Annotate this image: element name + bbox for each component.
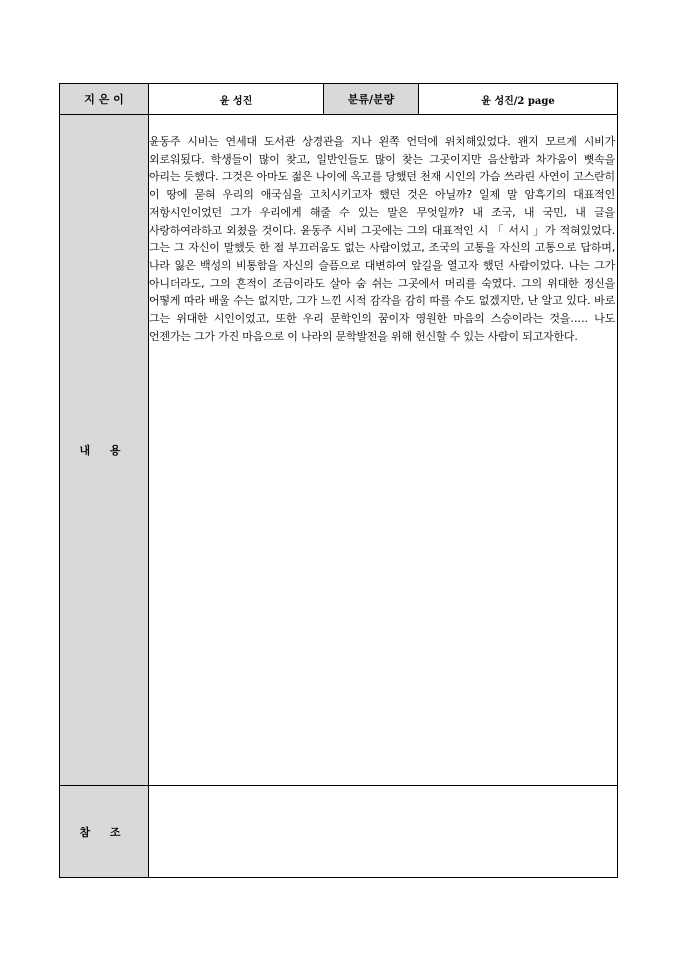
category-value-cell — [419, 84, 618, 115]
author-label-cell — [60, 84, 149, 115]
author-label: 지 은 이 — [84, 93, 124, 106]
author-value-cell — [149, 84, 324, 115]
content-label-cell — [60, 115, 149, 786]
report-form — [59, 83, 618, 878]
reference-body-cell — [149, 786, 618, 878]
content-body-cell — [149, 115, 618, 786]
category-label: 분류/분량 — [347, 93, 395, 106]
category-label-cell — [324, 84, 419, 115]
content-row — [60, 115, 618, 786]
author-value: 윤 성진 — [219, 95, 253, 107]
content-text: 윤동주 시비는 연세대 도서관 상경관을 지나 왼쪽 언덕에 위치해있었다. 왠지 모르게 시비가 외로워됬다. 학생들이 많이 찾고, 일반인들도 많이 찾는 그곳이지만 음산함과 차가움이 뼛속을 아리는 듯했다. 그것은 아마도 젊은 나이에 옥고를 당했던 천재 시인의 가슴 쓰라린 사연이 고스란히 이 땅에 묻혀 우리의 애국심을 고치시키고자 했던 것은 아닐까? 일제 말 암흑기의 대표적인 저항시인이었던 그가 우리에게 해줄 수 있는 말은 무엇일까? 내 조국, 내 국민, 내 글을 사랑하여라하고 외쳤을 것이다. 윤동주 시비 그곳에는 그의 대표적인 시 「 서시 」가 적혀있었다. 그는 그 자신이 말했듯 한 점 부끄러움도 없는 사람이었고, 조국의 고통을 자신의 고통으로 답하며, 나라 잃은 백성의 비통함을 자신의 슬픔으로 대변하여 앞길을 열고자 했던 사람이었다. 나는 그가 아니더라도, 그의 흔적이 조금이라도 살아 숨 쉬는 그곳에서 머리를 숙였다. 그의 위대한 정신을 어떻게 따라 배울 수는 없지만, 그가 느낀 시적 감각을 감히 따를 수도 없겠지만, 난 알고 있다. 바로 그는 위대한 시인이었고, 또한 우리 문학인의 꿈이자 영원한 마음의 스승이라는 것을‥‥. 나도 언젠가는 그가 가진 마음으로 이 나라의 문학발전을 위해 헌신할 수 있는 사람이 되고자한다. — [149, 135, 615, 343]
header-row — [60, 84, 618, 115]
reference-row — [60, 786, 618, 878]
category-value: 윤 성진/2 page — [481, 95, 555, 107]
content-label: 내 용 — [79, 444, 129, 457]
reference-label-cell — [60, 786, 149, 878]
reference-label: 참 조 — [79, 825, 129, 839]
